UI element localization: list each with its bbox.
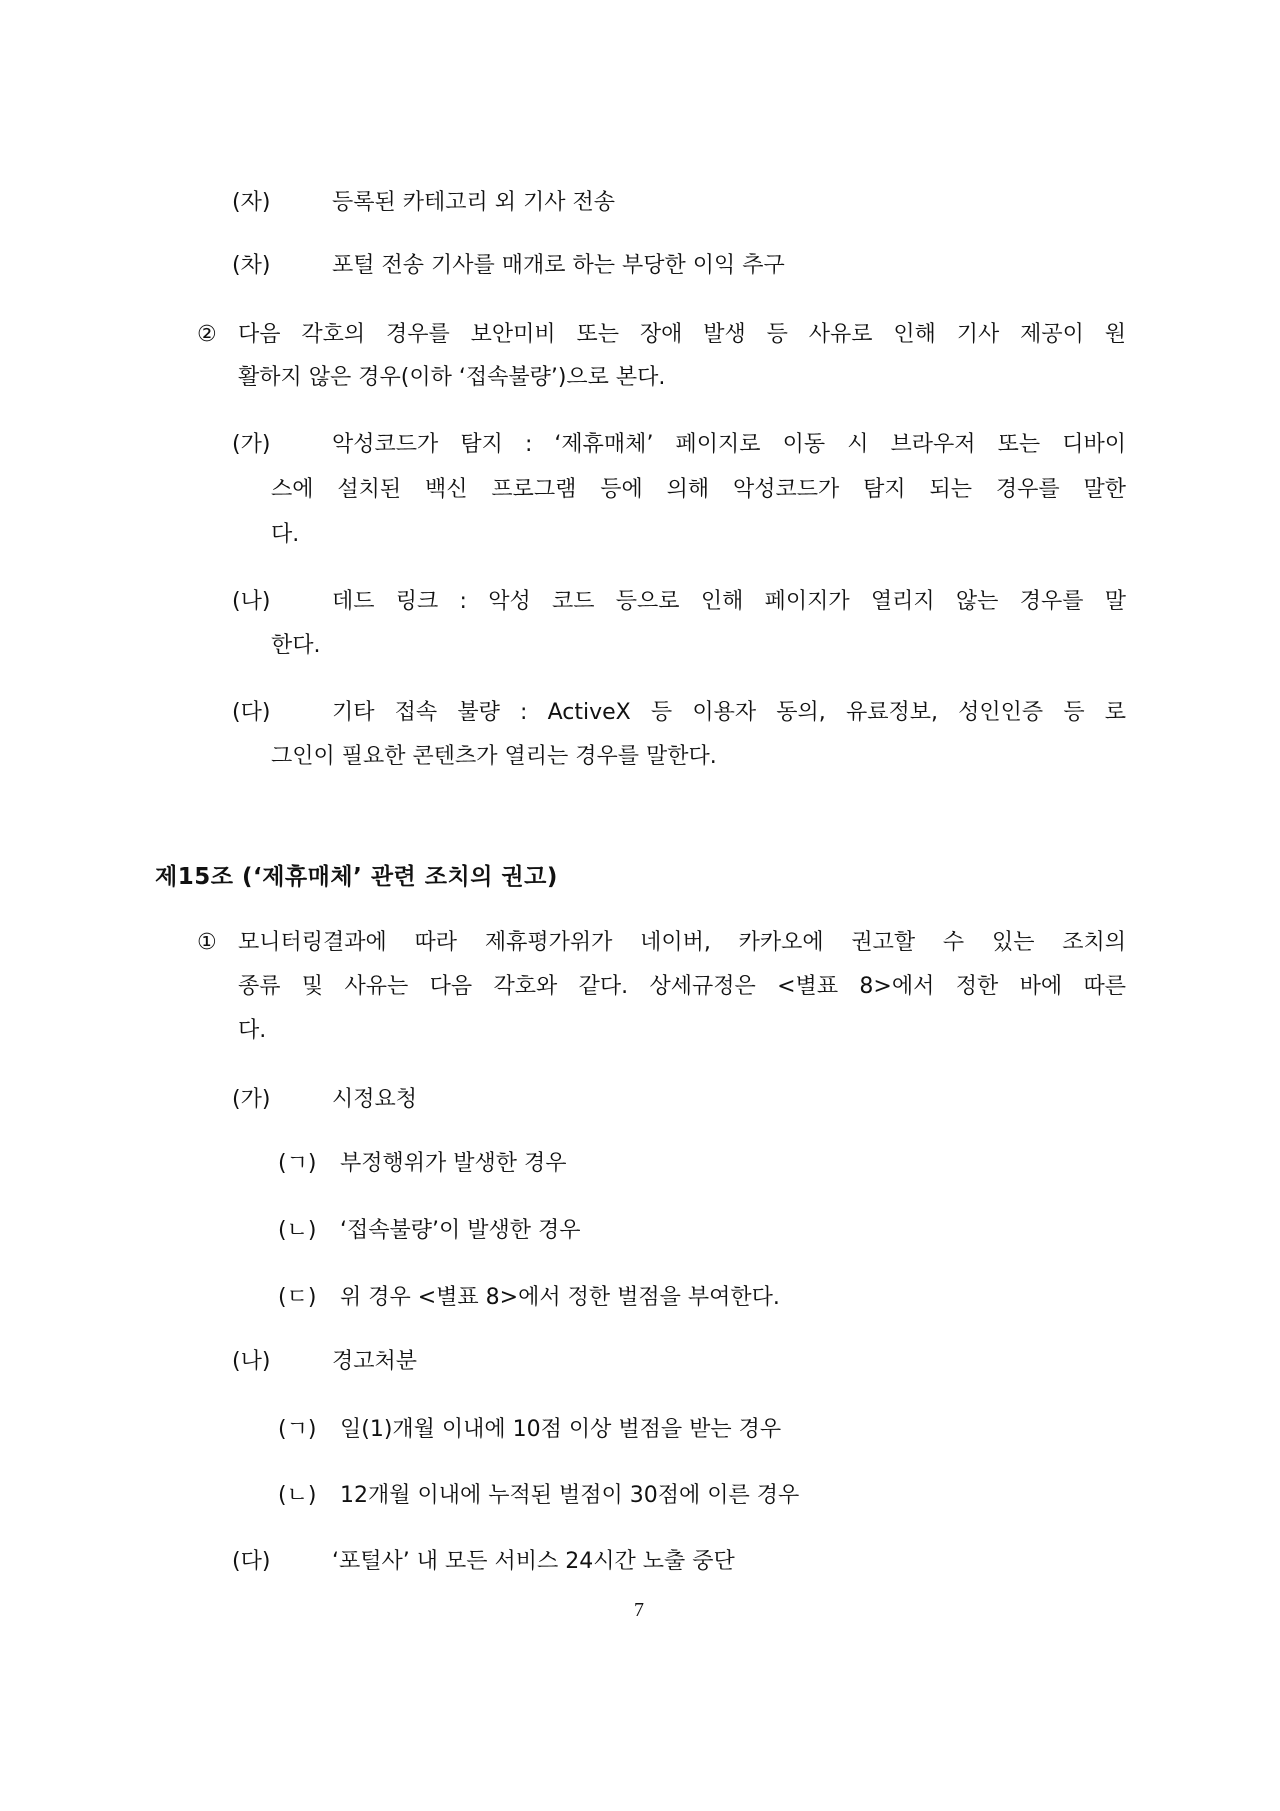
item-text: ‘포털사’ 내 모든 서비스 24시간 노출 중단 — [332, 1549, 735, 1574]
item-text: 경고처분 — [332, 1349, 418, 1374]
clause-marker: ② — [197, 322, 217, 347]
subitem-label: (ㄷ) — [278, 1285, 317, 1310]
item-text-line: 악성코드가 탐지 : ‘제휴매체’ 페이지로 이동 시 브라우저 또는 디바이 — [332, 432, 1126, 457]
item-text-line: 그인이 필요한 콘텐츠가 열리는 경우를 말한다. — [271, 744, 717, 769]
article-heading: 제15조 (‘제휴매체’ 관련 조치의 권고) — [155, 864, 558, 890]
subitem-label: (ㄱ) — [278, 1417, 317, 1442]
item-label: (다) — [232, 700, 271, 725]
item-text-line: 데드 링크 : 악성 코드 등으로 인해 페이지가 열리지 않는 경우를 말 — [332, 589, 1126, 614]
item-label: (나) — [232, 1349, 271, 1374]
subitem-text: 위 경우 <별표 8>에서 정한 벌점을 부여한다. — [340, 1285, 780, 1310]
item-label: (차) — [232, 253, 271, 278]
subitem-label: (ㄱ) — [278, 1151, 317, 1176]
subitem-text: ‘접속불량’이 발생한 경우 — [340, 1218, 581, 1243]
item-label: (다) — [232, 1549, 271, 1574]
item-text: 등록된 카테고리 외 기사 전송 — [332, 190, 615, 215]
subitem-label: (ㄴ) — [278, 1218, 317, 1243]
page-number: 7 — [634, 1599, 644, 1621]
item-text-line: 기타 접속 불량 : ActiveX 등 이용자 동의, 유료정보, 성인인증 등 로 — [332, 700, 1126, 725]
item-label: (자) — [232, 190, 271, 215]
item-text-line: 다. — [271, 522, 300, 547]
clause-text-line: 모니터링결과에 따라 제휴평가위가 네이버, 카카오에 권고할 수 있는 조치의 — [238, 930, 1126, 955]
item-text: 시정요청 — [332, 1087, 418, 1112]
subitem-text: 일(1)개월 이내에 10점 이상 벌점을 받는 경우 — [340, 1417, 782, 1442]
item-label: (가) — [232, 432, 271, 457]
item-text-line: 한다. — [271, 633, 321, 658]
clause-text-line: 종류 및 사유는 다음 각호와 같다. 상세규정은 <별표 8>에서 정한 바에 따른 — [238, 974, 1126, 999]
subitem-text: 부정행위가 발생한 경우 — [340, 1151, 567, 1176]
item-label: (나) — [232, 589, 271, 614]
subitem-label: (ㄴ) — [278, 1483, 317, 1508]
item-text: 포털 전송 기사를 매개로 하는 부당한 이익 추구 — [332, 253, 785, 278]
clause-marker: ① — [197, 930, 217, 955]
clause-text-line: 다음 각호의 경우를 보안미비 또는 장애 발생 등 사유로 인해 기사 제공이 원 — [238, 322, 1126, 347]
subitem-text: 12개월 이내에 누적된 벌점이 30점에 이른 경우 — [340, 1483, 800, 1508]
clause-text-line: 활하지 않은 경우(이하 ‘접속불량’)으로 본다. — [238, 365, 666, 390]
clause-text-line: 다. — [238, 1018, 267, 1043]
item-text-line: 스에 설치된 백신 프로그램 등에 의해 악성코드가 탐지 되는 경우를 말한 — [271, 477, 1126, 502]
item-label: (가) — [232, 1087, 271, 1112]
